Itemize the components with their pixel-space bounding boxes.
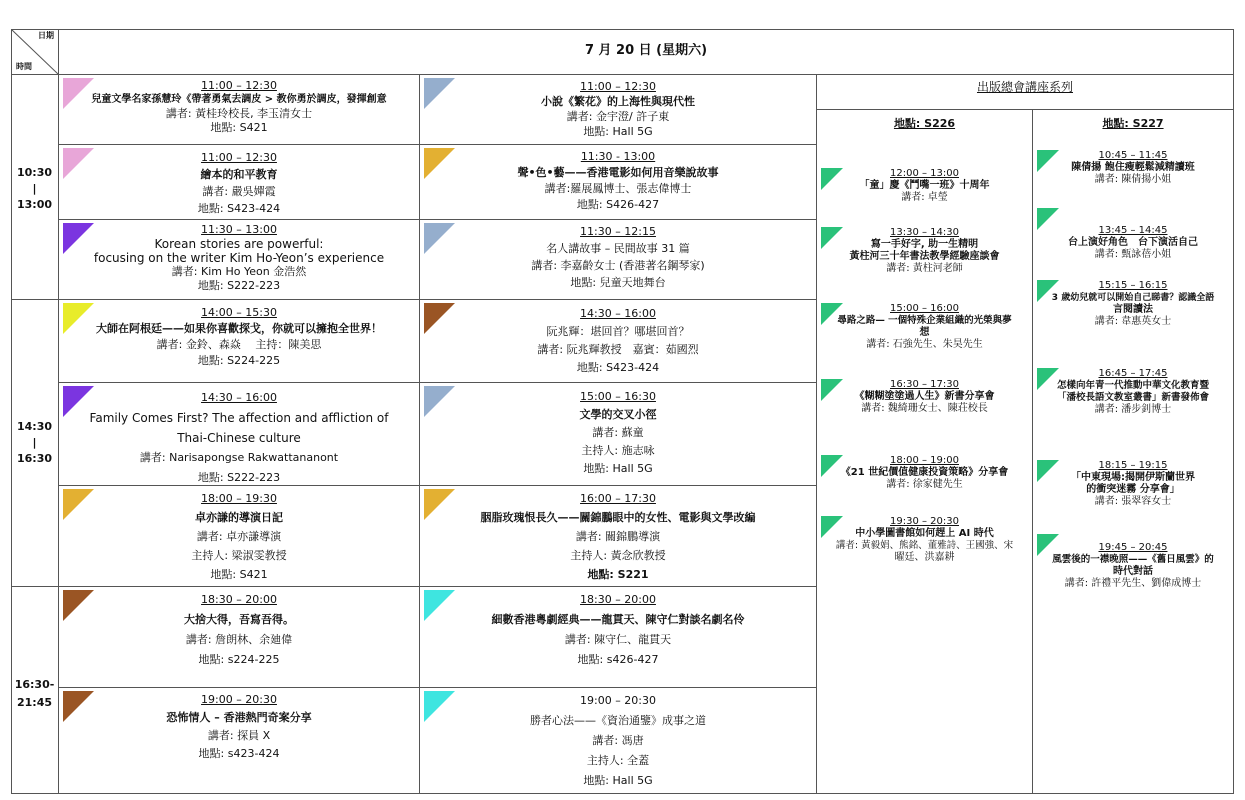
event-venue: 地點: S426-427 (576, 198, 660, 211)
event-speaker: 講者: 李嘉齡女士 (香港著名鋼琴家) (531, 259, 705, 272)
time-slot-end: 16:30 (16, 452, 52, 465)
event-title: 「童」慶《鬥嘴一班》十周年 (859, 180, 990, 191)
event-speaker: 講者: 潘步釗博士 (1094, 404, 1172, 415)
event-speaker-line2: 曜廷、洪嘉耕 (894, 552, 955, 563)
event-title: 阮兆輝：堪回首？哪堪回首？ (546, 325, 690, 338)
event-speaker: 講者: 甄詠蓓小姐 (1094, 249, 1172, 260)
event-time: 14:30 – 16:00 (580, 307, 656, 320)
event-title: 胭脂玫瑰恨長久——關錦鵬眼中的女性、電影與文學改編 (480, 511, 756, 524)
time-slot-sep: | (32, 436, 37, 449)
time-slot-sep: | (32, 182, 37, 195)
s227-event (1033, 460, 1233, 508)
event-title: 怎樣向年青一代推動中華文化教育暨 (1056, 380, 1209, 391)
time-slot-3 (11, 676, 58, 712)
event-venue: 地點: s423-424 (198, 747, 280, 760)
event-speaker: 講者: 徐家健先生 (886, 479, 963, 490)
event-speaker: 講者: 黃毅娟、熊銘、董雅詩、王國強、宋 (835, 540, 1014, 551)
event-title: 恐怖情人 – 香港熱門奇案分享 (166, 711, 312, 724)
event-card (420, 75, 816, 144)
event-venue: 地點: S222-223 (197, 279, 281, 292)
event-speaker: 講者: 石強先生、朱昊先生 (866, 339, 983, 350)
event-card (420, 220, 816, 299)
event-card (59, 75, 419, 144)
event-speaker: 講者: 金宇澄/ 許子東 (566, 110, 670, 123)
table-border-right (1233, 29, 1234, 794)
event-time: 11:30 - 13:00 (580, 150, 656, 163)
time-label: 時間 (16, 62, 32, 71)
event-card (59, 688, 419, 793)
time-slot-end: 13:00 (16, 198, 52, 211)
event-venue: 地點: s224-225 (198, 653, 280, 666)
event-time: 10:45 – 11:45 (1098, 150, 1168, 161)
event-title-line2: 「潘校長語文教室叢書」新書發佈會 (1056, 392, 1209, 403)
event-card (420, 486, 816, 586)
event-title: 風雲後的一襟晚照——《舊日風雲》的 (1052, 554, 1214, 565)
event-title: 中小學圖書館如何趕上 AI 時代 (855, 528, 994, 539)
event-speaker: 講者: 許禮平先生、劉偉成博士 (1064, 578, 1202, 589)
event-title: 尋路之路— 一個特殊企業組織的光榮與夢 (837, 315, 1012, 326)
event-time: 19:00 – 20:30 (201, 693, 277, 706)
event-time: 19:30 – 20:30 (890, 516, 959, 527)
event-speaker: 講者: 韋惠英女士 (1094, 316, 1172, 327)
event-title: 兒童文學名家孫慧玲《帶著勇氣去調皮 > 教你勇於調皮，發揮創意 (91, 94, 387, 105)
event-host: 主持人: 全蓋 (586, 754, 650, 767)
event-time: 11:30 – 13:00 (201, 223, 277, 236)
event-title: 勝者心法——《資治通鑒》成事之道 (530, 714, 706, 727)
venue-s226: 地點: S226 (893, 117, 956, 130)
venue-s227: 地點: S227 (1102, 117, 1164, 130)
event-speaker: 講者: Kim Ho Yeon 金浩然 (171, 265, 307, 278)
event-host: 主持人: 黃念欣教授 (570, 549, 666, 562)
event-card (59, 220, 419, 299)
event-time: 18:30 – 20:00 (580, 593, 656, 606)
event-title: 小說《繁花》的上海性與現代性 (541, 95, 695, 108)
event-speaker: 講者: 陳倩揚小姐 (1094, 174, 1172, 185)
event-speaker: 講者: 黃柱河老師 (886, 263, 963, 274)
event-time: 16:30 – 17:30 (890, 379, 959, 390)
event-venue: 地點: S423-424 (197, 202, 281, 215)
event-card (420, 688, 816, 793)
event-venue: 地點: S421 (210, 568, 268, 581)
event-title-line2: 時代對話 (1113, 566, 1153, 577)
event-time: 11:30 – 12:15 (580, 225, 656, 238)
event-title: 大師在阿根廷——如果你喜歡探戈，你就可以擁抱全世界！ (96, 322, 382, 335)
event-speaker: 講者: 阮兆輝教授 嘉賓：茹國烈 (537, 343, 699, 356)
event-speaker: 講者:羅展鳳博士、張志偉博士 (544, 182, 692, 195)
event-time: 13:30 – 14:30 (890, 227, 959, 238)
event-title: 文學的交叉小徑 (579, 408, 657, 421)
event-title-line2: Thai-Chinese culture (177, 431, 301, 445)
event-venue: 地點: 兒童天地舞台 (570, 276, 666, 289)
time-slot-start: 14:30 (16, 420, 52, 433)
event-speaker: 講者: 馮唐 (592, 734, 644, 747)
s226-event (817, 168, 1032, 204)
s227-event (1033, 368, 1233, 416)
event-card (420, 587, 816, 687)
event-speaker: 講者: 卓瑩 (901, 192, 948, 203)
event-title: 「中東現場:揭開伊斯蘭世界 (1071, 472, 1195, 483)
event-time: 12:00 – 13:00 (890, 168, 959, 179)
s227-event (1033, 150, 1233, 186)
event-title: 聲•色•藝——香港電影如何用音樂說故事 (517, 166, 719, 179)
event-time: 16:00 – 17:30 (580, 492, 656, 505)
event-title-line2: 言閱讀法 (1113, 304, 1153, 315)
page-title: 7 月 20 日 (星期六) (584, 43, 708, 58)
event-speaker: 講者: 張翠容女士 (1094, 496, 1172, 507)
event-title: 3 歲幼兒就可以開始自己睇書？認識全語 (1051, 293, 1215, 303)
event-card (420, 300, 816, 382)
time-slot-1 (11, 165, 58, 213)
event-time: 15:00 – 16:30 (580, 390, 656, 403)
event-title: 繪本的和平教育 (200, 168, 278, 181)
event-speaker: 講者: 陳守仁、龍貫天 (564, 633, 672, 646)
event-venue: 地點: S224-225 (197, 354, 281, 367)
event-title: 寫一手好字, 助一生精明 (870, 239, 979, 250)
schedule-table (11, 29, 1234, 794)
event-title: 名人講故事 – 民間故事 31 篇 (546, 242, 690, 255)
event-time: 15:00 – 16:00 (890, 303, 959, 314)
event-title: Family Comes First? The affection and affliction of (89, 411, 389, 425)
event-title: 大捨大得，吾寫吾得。 (184, 613, 294, 626)
event-host: 主持人: 施志咏 (581, 444, 655, 457)
s226-column (817, 29, 1032, 794)
time-slot-start: 16:30- (14, 678, 55, 691)
event-time: 11:00 – 12:30 (201, 151, 277, 164)
event-speaker: 講者: Narisapongse Rakwattananont (139, 451, 339, 464)
s226-event (817, 379, 1032, 415)
event-title: 細數香港粵劇經典——龍貫天、陳守仁對談名劇名伶 (491, 613, 745, 626)
event-time: 19:45 – 20:45 (1098, 542, 1168, 553)
event-time: 19:00 – 20:30 (580, 694, 656, 707)
event-title: 台上演好角色 台下演活自己 (1068, 237, 1198, 248)
s227-column (1033, 29, 1233, 794)
event-card (59, 486, 419, 586)
event-host: 主持人: 梁淑雯教授 (191, 549, 287, 562)
s227-event (1033, 280, 1233, 328)
event-title-line2: 的衝突迷霧 分享會」 (1086, 484, 1180, 495)
time-slot-2 (11, 419, 58, 467)
event-time: 14:30 – 16:00 (201, 391, 277, 404)
s226-event (817, 455, 1032, 491)
event-venue: 地點: S221 (587, 568, 649, 581)
event-venue: 地點: Hall 5G (583, 462, 653, 475)
event-time: 16:45 – 17:45 (1098, 368, 1168, 379)
event-title: 陳倩揚 飽住瘦輕鬆減精讀班 (1071, 162, 1195, 173)
event-title: 《糊糊塗塗過人生》新書分享會 (854, 391, 995, 402)
s226-event (817, 227, 1032, 275)
event-speaker: 講者: 探員 X (207, 729, 271, 742)
s227-event (1033, 208, 1233, 261)
event-title: 《21 世紀價值健康投資策略》分享會 (840, 467, 1009, 478)
time-slot-start: 10:30 (16, 166, 52, 179)
event-speaker: 講者: 黃桂玲校長, 李玉清女士 (165, 107, 313, 120)
event-title: Korean stories are powerful: (154, 237, 324, 251)
event-venue: 地點: Hall 5G (583, 774, 653, 787)
series-title: 出版總會講座系列 (976, 80, 1073, 94)
event-venue: 地點: S421 (210, 121, 268, 134)
event-card (420, 383, 816, 485)
event-venue: 地點: Hall 5G (583, 125, 653, 138)
event-speaker: 講者: 魏綺珊女士、陳荘校長 (861, 403, 988, 414)
event-time: 18:00 – 19:00 (890, 455, 959, 466)
event-speaker: 講者: 卓亦謙導演 (196, 530, 282, 543)
event-title-line2: 想 (919, 327, 930, 338)
event-time: 11:00 – 12:30 (201, 79, 277, 92)
event-time: 18:30 – 20:00 (201, 593, 277, 606)
event-speaker: 講者: 詹朗林、余廸偉 (185, 633, 293, 646)
event-time: 18:00 – 19:30 (201, 492, 277, 505)
event-card (59, 145, 419, 219)
event-card (59, 383, 419, 485)
event-time: 15:15 – 16:15 (1098, 280, 1168, 291)
event-time: 13:45 – 14:45 (1098, 225, 1168, 236)
event-venue: 地點: S222-223 (197, 471, 281, 484)
event-title: 卓亦謙的導演日記 (195, 511, 283, 524)
time-slot-end: 21:45 (16, 696, 52, 709)
event-title-line2: focusing on the writer Kim Ho-Yeon’s experience (93, 251, 385, 265)
event-time: 18:15 – 19:15 (1098, 460, 1168, 471)
event-speaker: 講者: 關錦鵬導演 (575, 530, 661, 543)
event-title-line2: 黃柱河三十年書法教學經驗座談會 (849, 251, 1000, 262)
event-venue: 地點: S423-424 (576, 361, 660, 374)
event-venue: 地點: s426-427 (577, 653, 659, 666)
event-time: 14:00 – 15:30 (201, 306, 277, 319)
s226-event (817, 303, 1032, 351)
event-time: 11:00 – 12:30 (580, 80, 656, 93)
event-speaker: 講者: 蘇童 (592, 426, 644, 439)
date-label: 日期 (38, 31, 54, 40)
event-card (59, 587, 419, 687)
event-speaker: 講者: 嚴吳嬋霞 (202, 185, 276, 198)
s227-event (1033, 534, 1233, 590)
s226-event (817, 516, 1032, 564)
event-card (420, 145, 816, 219)
event-speaker: 講者: 金鈴、森焱 主持：陳美思 (156, 338, 322, 351)
event-card (59, 300, 419, 382)
